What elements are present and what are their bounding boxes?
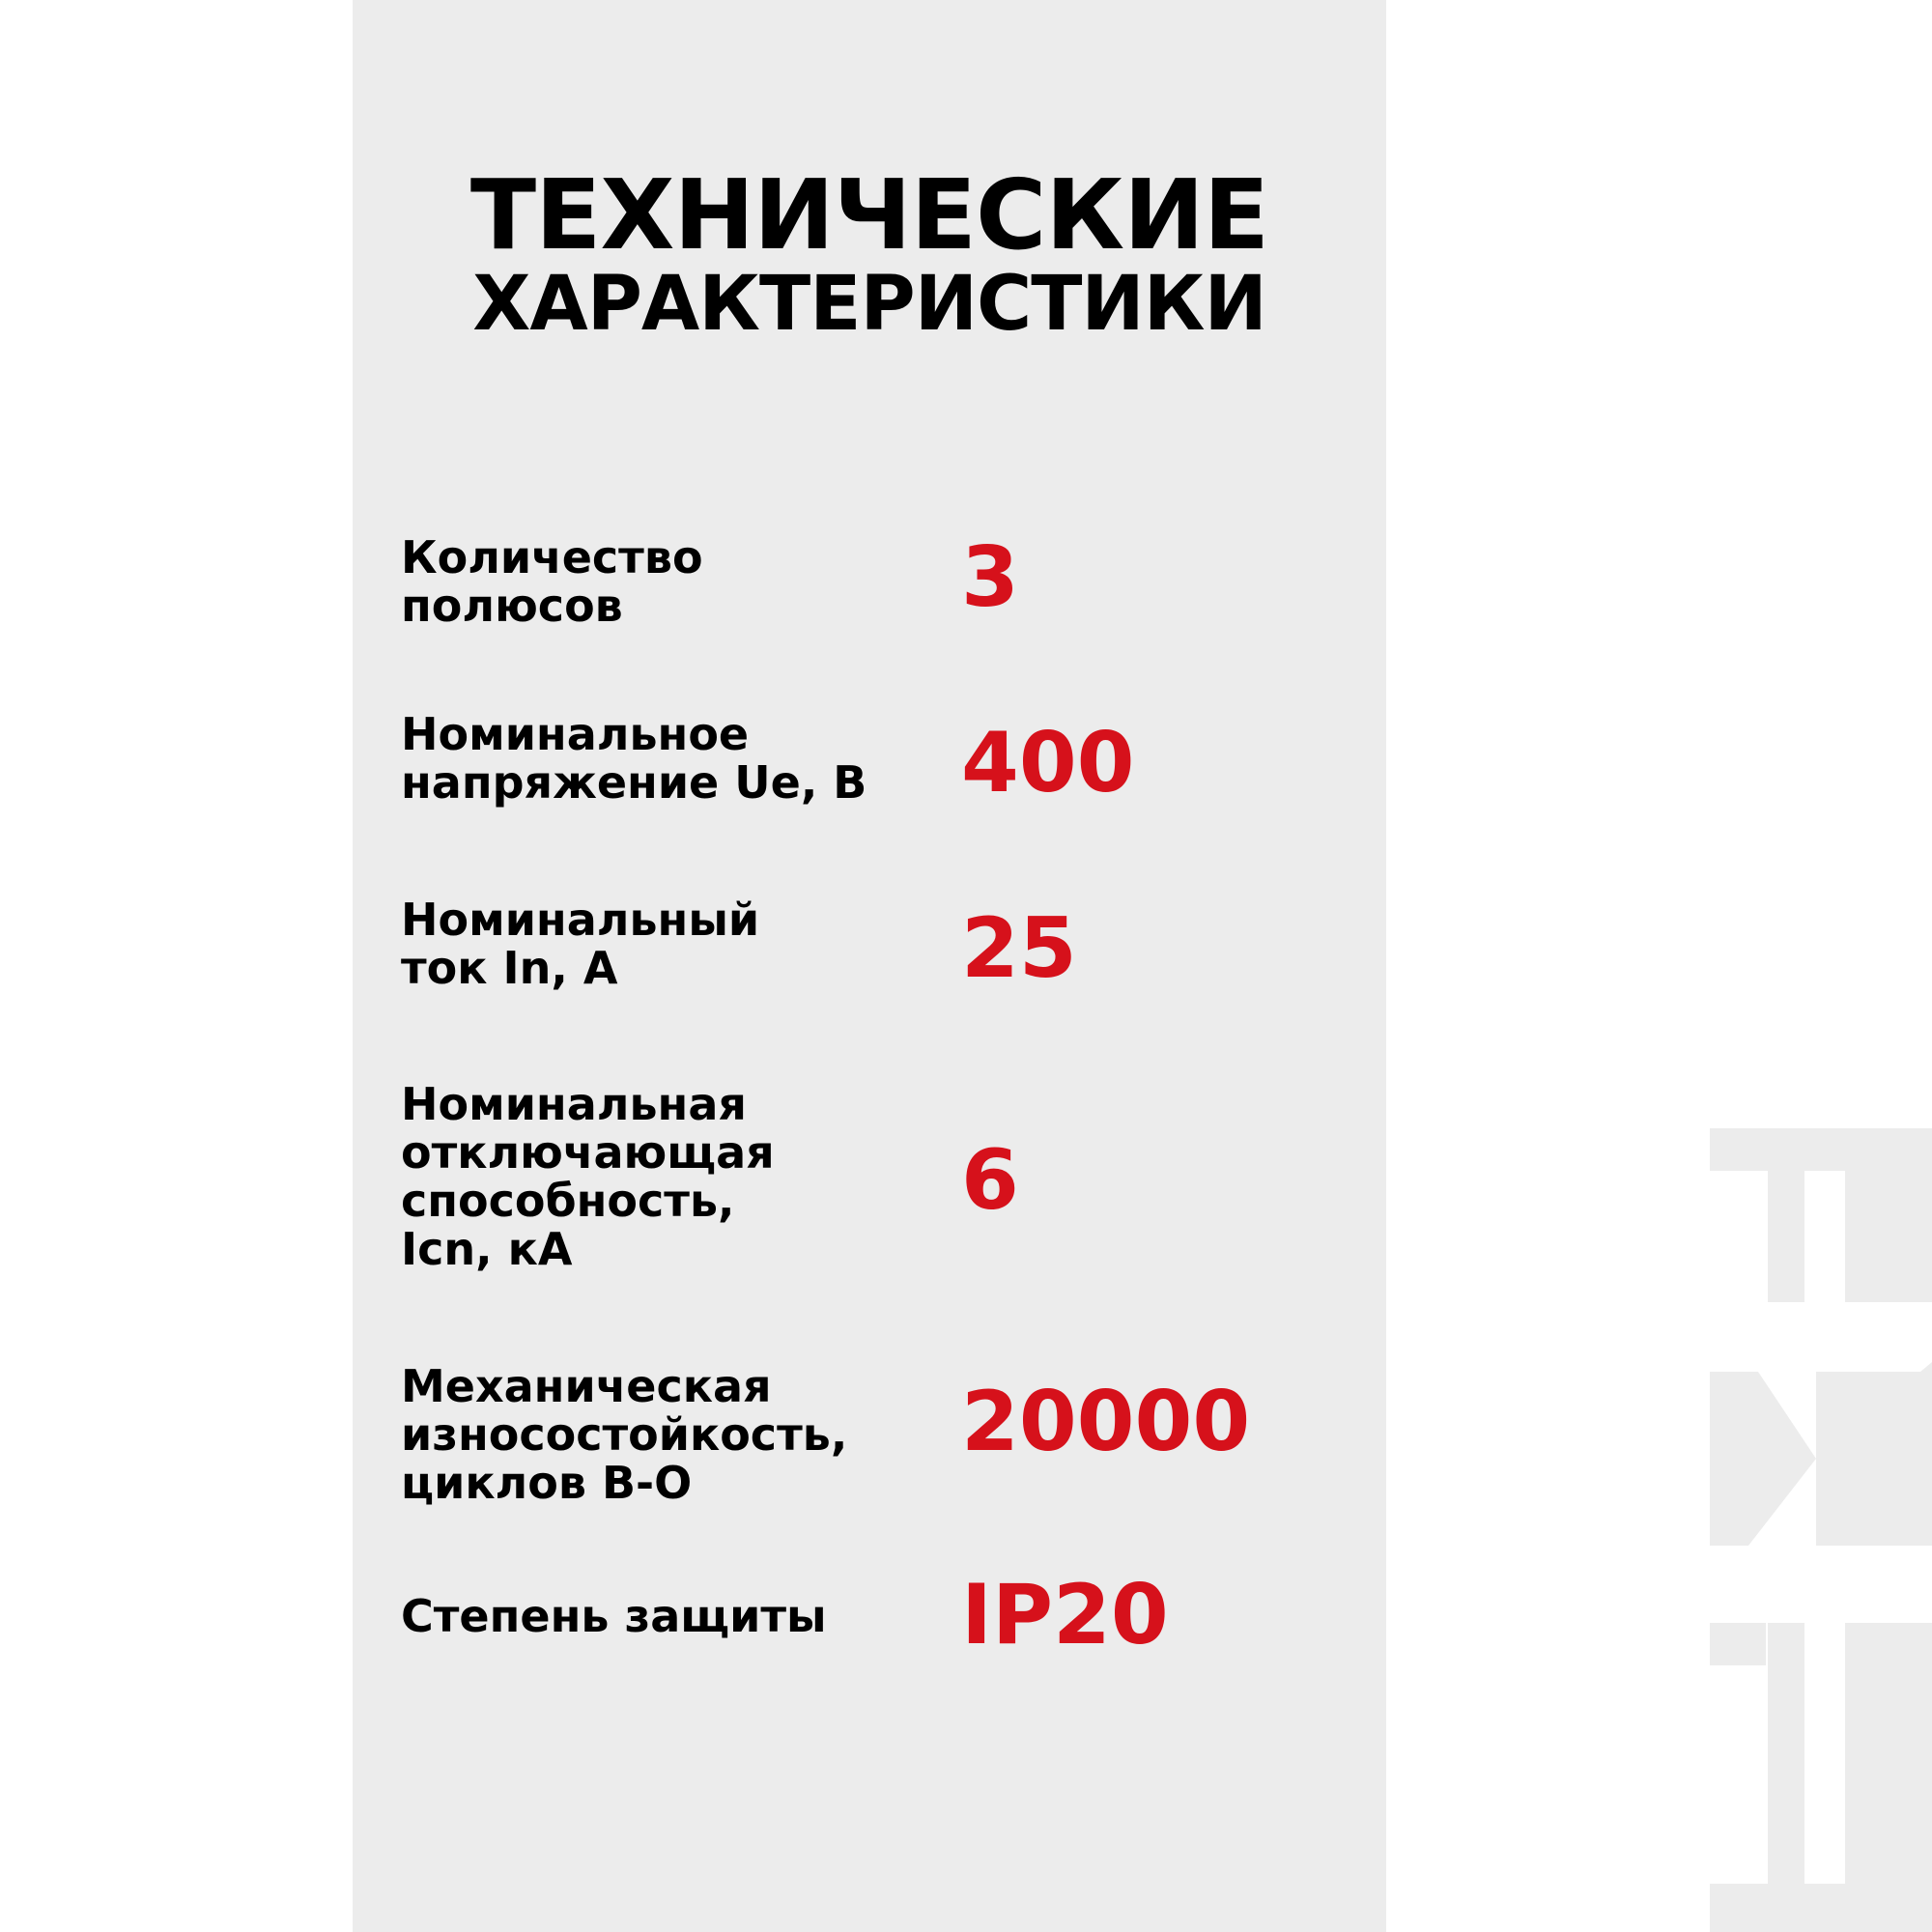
spec-label-voltage: Номинальное напряжение Ue, В — [401, 708, 867, 809]
spec-label-protection-degree: Степень защиты — [401, 1590, 827, 1642]
spec-value-current: 25 — [961, 900, 1077, 997]
ekf-logo-letters — [1710, 1128, 1932, 1932]
spec-value-protection-degree: IP20 — [961, 1567, 1169, 1663]
spec-value-mechanical-endurance: 20000 — [961, 1374, 1251, 1470]
page-title-line-1: ТЕХНИЧЕСКИЕ — [469, 158, 1269, 271]
spec-label-mechanical-endurance: Механическая износостойкость, циклов В-О — [401, 1360, 848, 1509]
ekf-logo — [1710, 1121, 1932, 1932]
spec-value-voltage: 400 — [961, 715, 1135, 811]
page-title-line-2: ХАРАКТЕРИСТИКИ — [472, 261, 1266, 348]
spec-label-current: Номинальный ток In, А — [401, 894, 760, 994]
specs-panel — [353, 0, 1386, 1932]
spec-value-poles: 3 — [961, 529, 1019, 626]
spec-label-breaking-capacity: Номинальная отключающая способность, Icn, кА — [401, 1078, 775, 1275]
spec-label-poles: Количество полюсов — [401, 531, 703, 632]
spec-value-breaking-capacity: 6 — [961, 1132, 1019, 1229]
